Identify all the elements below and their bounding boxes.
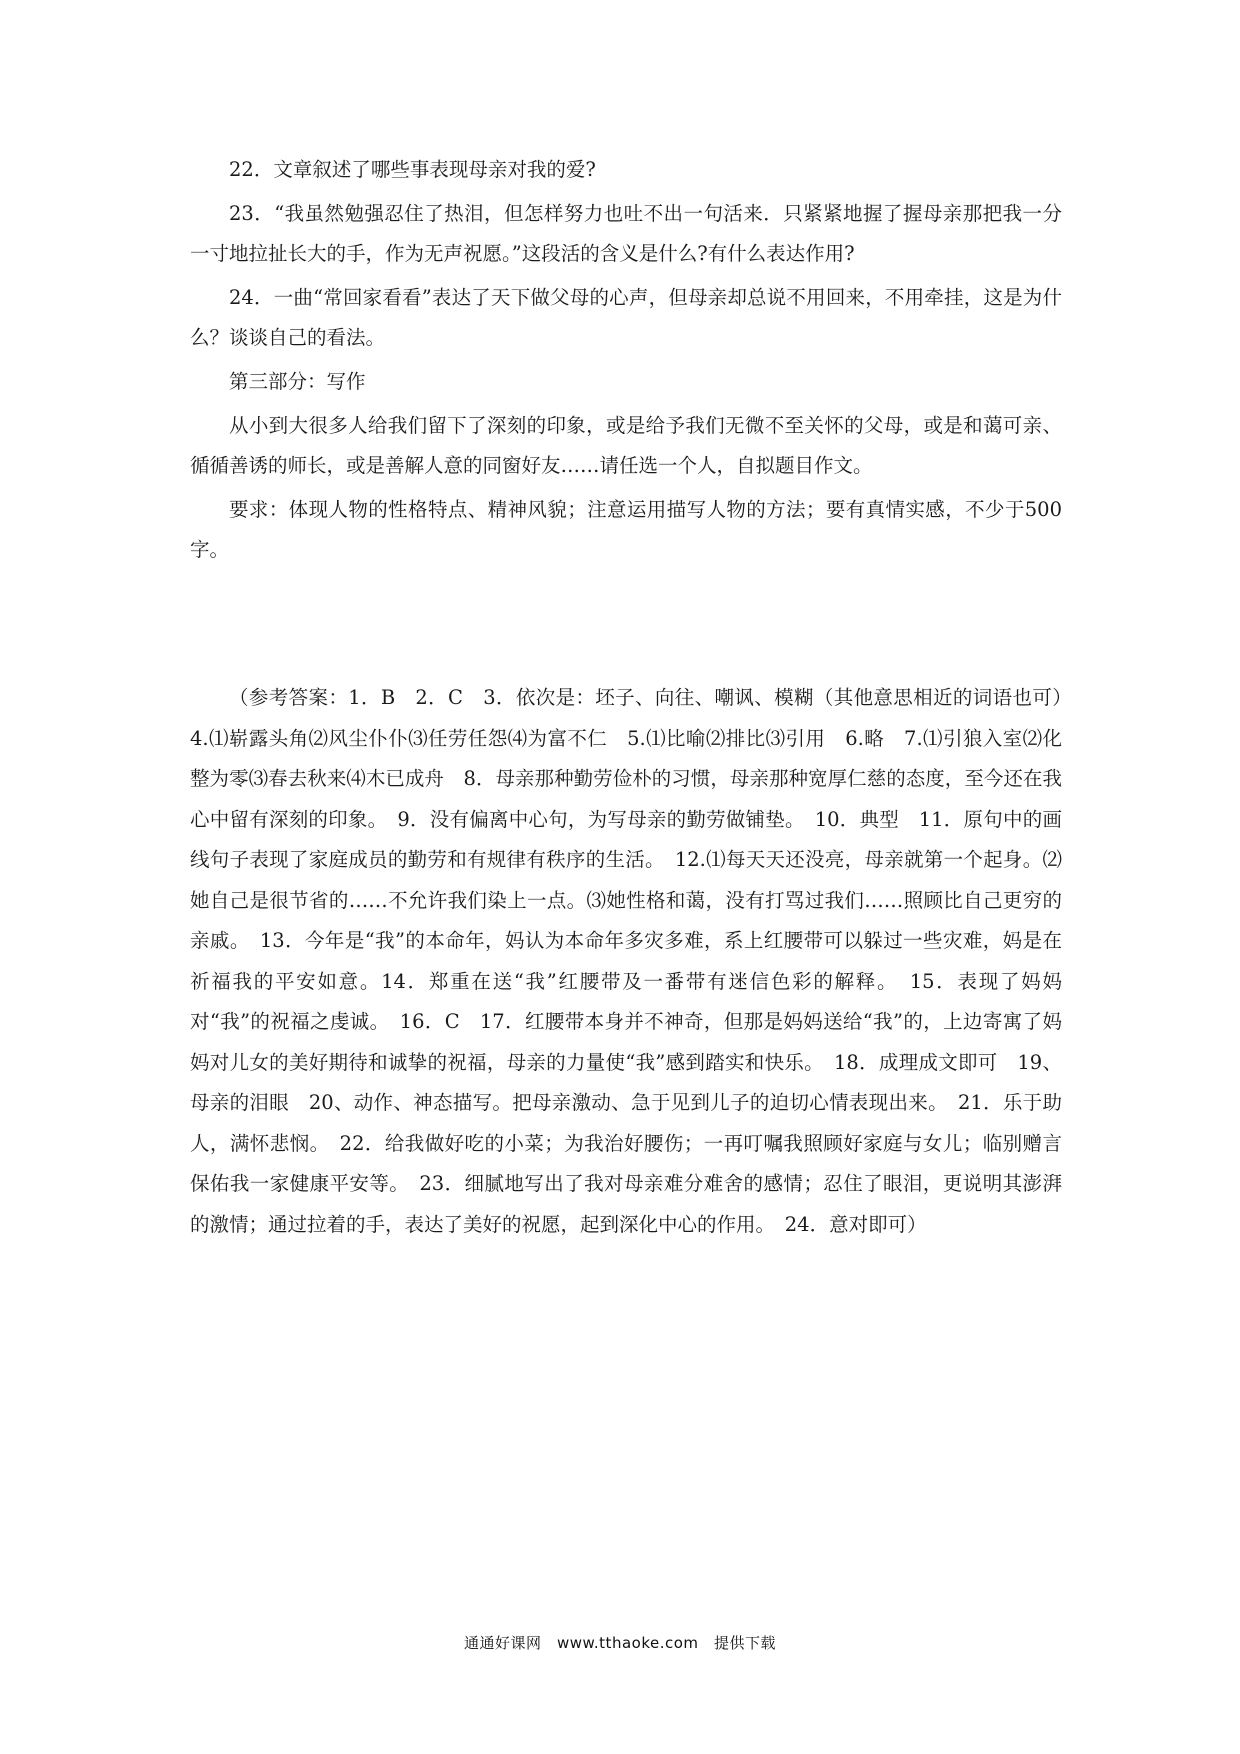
question-23: 23．“我虽然勉强忍住了热泪，但怎样努力也吐不出一句活来．只紧紧地握了握母亲那把我一分一寸地拉扯长大的手，作为无声祝愿。”这段活的含义是什么?有什么表达作用? [190, 202, 1062, 265]
writing-prompt: 从小到大很多人给我们留下了深刻的印象，或是给予我们无微不至关怀的父母，或是和蔼可亲、循循善诱的师长，或是善解人意的同窗好友……请任选一个人，自拟题目作文。 [190, 414, 1062, 477]
writing-requirements: 要求：体现人物的性格特点、精神风貌；注意运用描写人物的方法；要有真情实感，不少于500字。 [190, 498, 1062, 561]
reference-answers: （参考答案：1．B 2．C 3．依次是：坯子、向往、嘲讽、模糊（其他意思相近的词语也可） 4.⑴崭露头角⑵风尘仆仆⑶任劳任怨⑷为富不仁 5.⑴比喻⑵排比⑶引用 6.略 7.⑴引狼入室⑵化整为零⑶春去秋来⑷木已成舟 8．母亲那种勤劳俭朴的习惯，母亲那种宽厚仁慈的态度，至今还在我心中留有深刻的印象。 9．没有偏离中心句，为写母亲的勤劳做铺垫。 10．典型 11．原句中的画线句子表现了家庭成员的勤劳和有规律有秩序的生活。 12.⑴每天天还没亮，母亲就第一个起身。⑵她自己是很节省的……不允许我们染上一点。⑶她性格和蔼，没有打骂过我们……照顾比自己更穷的亲戚。 13．今年是“我”的本命年，妈认为本命年多灾多难，系上红腰带可以躲过一些灾难，妈是在祈福我的平安如意。14．郑重在送“我”红腰带及一番带有迷信色彩的解释。 15．表现了妈妈对“我”的祝福之虔诚。 16．C 17．红腰带本身并不神奇，但那是妈妈送给“我”的，上边寄寓了妈妈对儿女的美好期待和诚挚的祝福，母亲的力量使“我”感到踏实和快乐。 18．成理成文即可 19、母亲的泪眼 20、动作、神态描写。把母亲激动、急于见到儿子的迫切心情表现出来。 21．乐于助人，满怀悲悯。 22．给我做好吃的小菜；为我治好腰伤；一再叮嘱我照顾好家庭与女儿；临别赠言保佑我一家健康平安等。 23．细腻地写出了我对母亲难分难舍的感情；忍住了眼泪，更说明其澎湃的激情；通过拉着的手，表达了美好的祝愿，起到深化中心的作用。 24．意对即可） [190, 686, 1082, 1236]
writing-heading: 第三部分：写作 [229, 370, 366, 393]
page-footer: 通通好课网 www.tthaoke.com 提供下载 [463, 1634, 777, 1652]
question-22: 22．文章叙述了哪些事表现母亲对我的爱? [229, 158, 596, 181]
question-24: 24．一曲“常回家看看”表达了天下做父母的心声，但母亲却总说不用回来，不用牵挂，这是为什么？谈谈自己的看法。 [190, 286, 1062, 349]
questions-section [190, 150, 1062, 574]
